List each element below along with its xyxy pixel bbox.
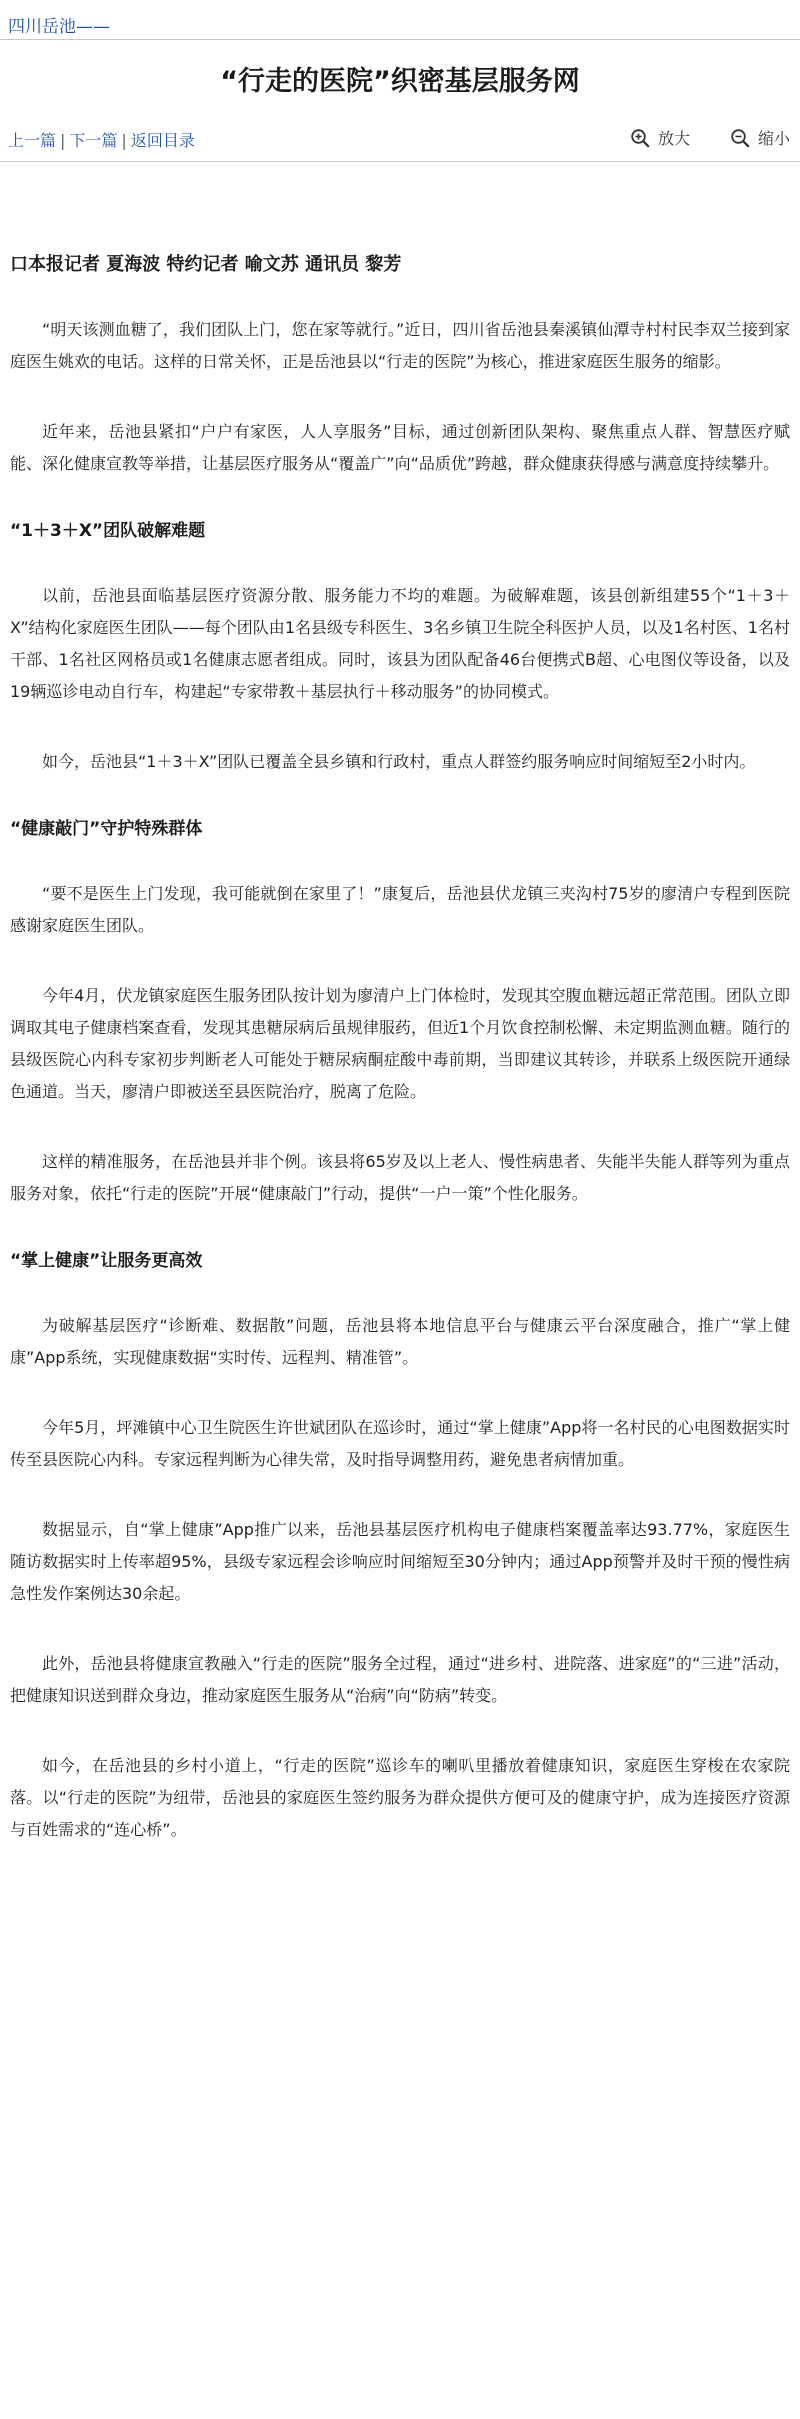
zoom-out-icon (730, 128, 750, 148)
breadcrumb: 四川岳池—— (8, 17, 110, 37)
article-body (0, 250, 800, 1846)
section-heading: “掌上健康”让服务更高效 (10, 1251, 203, 1271)
paragraph: 以前，岳池县面临基层医疗资源分散、服务能力不均的难题。为破解难题，该县创新组建55个“1＋3＋X”结构化家庭医生团队——每个团队由1名县级专科医生、3名乡镇卫生院全科医护人员，以及1名村医、1名村干部、1名社区网格员或1名健康志愿者组成。同时，该县为团队配备46台便携式B超、心电图仪等设备，以及19辆巡诊电动自行车，构建起“专家带教＋基层执行＋移动服务”的协同模式。 (10, 586, 790, 701)
zoom-in-button[interactable] (630, 126, 690, 149)
zoom-in-label: 放大 (658, 129, 691, 148)
nav-separator: | (121, 131, 127, 150)
paragraph: 数据显示，自“掌上健康”App推广以来，岳池县基层医疗机构电子健康档案覆盖率达93.77%，家庭医生随访数据实时上传率超95%，县级专家远程会诊响应时间缩短至30分钟内；通过App预警并及时干预的慢性病急性发作案例达30余起。 (10, 1520, 790, 1603)
paragraph: 这样的精准服务，在岳池县并非个例。该县将65岁及以上老人、慢性病患者、失能半失能人群等列为重点服务对象，依托“行走的医院”开展“健康敲门”行动，提供“一户一策”个性化服务。 (10, 1152, 790, 1203)
section-heading: “健康敲门”守护特殊群体 (10, 819, 203, 839)
paragraph: 如今，岳池县“1＋3＋X”团队已覆盖全县乡镇和行政村，重点人群签约服务响应时间缩短至2小时内。 (42, 752, 756, 771)
prev-article-link[interactable]: 上一篇 (8, 131, 57, 150)
byline: 口本报记者 夏海波 特约记者 喻文苏 通讯员 黎芳 (10, 254, 402, 275)
back-to-contents-link[interactable]: 返回目录 (130, 131, 195, 150)
article-nav-bar (0, 118, 800, 162)
nav-separator: | (60, 131, 66, 150)
section-heading: “1＋3＋X”团队破解难题 (10, 521, 206, 541)
top-bar (0, 0, 800, 40)
paragraph: 今年5月，坪滩镇中心卫生院医生许世斌团队在巡诊时，通过“掌上健康”App将一名村民的心电图数据实时传至县医院心内科。专家远程判断为心律失常，及时指导调整用药，避免患者病情加重。 (10, 1418, 790, 1469)
zoom-out-label: 缩小 (758, 129, 791, 148)
paragraph: “要不是医生上门发现，我可能就倒在家里了！”康复后，岳池县伏龙镇三夹沟村75岁的廖清户专程到医院感谢家庭医生团队。 (10, 884, 790, 935)
zoom-out-button[interactable] (730, 126, 790, 149)
zoom-in-icon (630, 128, 650, 148)
paragraph: 今年4月，伏龙镇家庭医生服务团队按计划为廖清户上门体检时，发现其空腹血糖远超正常范围。团队立即调取其电子健康档案查看，发现其患糖尿病后虽规律服药，但近1个月饮食控制松懈、未定期监测血糖。随行的县级医院心内科专家初步判断老人可能处于糖尿病酮症酸中毒前期，当即建议其转诊，并联系上级医院开通绿色通道。当天，廖清户即被送至县医院治疗，脱离了危险。 (10, 986, 790, 1101)
paragraph: 此外，岳池县将健康宣教融入“行走的医院”服务全过程，通过“进乡村、进院落、进家庭”的“三进”活动，把健康知识送到群众身边，推动家庭医生服务从“治病”向“防病”转变。 (10, 1654, 790, 1705)
paragraph: “明天该测血糖了，我们团队上门，您在家等就行。”近日，四川省岳池县秦溪镇仙潭寺村村民李双兰接到家庭医生姚欢的电话。这样的日常关怀，正是岳池县以“行走的医院”为核心，推进家庭医生服务的缩影。 (10, 320, 790, 371)
next-article-link[interactable]: 下一篇 (69, 131, 118, 150)
paragraph: 如今，在岳池县的乡村小道上，“行走的医院”巡诊车的喇叭里播放着健康知识，家庭医生穿梭在农家院落。以“行走的医院”为纽带，岳池县的家庭医生签约服务为群众提供方便可及的健康守护，成为连接医疗资源与百姓需求的“连心桥”。 (10, 1756, 790, 1839)
article-nav-links (8, 128, 195, 151)
paragraph: 近年来，岳池县紧扣“户户有家医，人人享服务”目标，通过创新团队架构、聚焦重点人群、智慧医疗赋能、深化健康宣教等举措，让基层医疗服务从“覆盖广”向“品质优”跨越，群众健康获得感与满意度持续攀升。 (10, 422, 790, 473)
paragraph: 为破解基层医疗“诊断难、数据散”问题，岳池县将本地信息平台与健康云平台深度融合，推广“掌上健康”App系统，实现健康数据“实时传、远程判、精准管”。 (10, 1316, 790, 1367)
page-title: “行走的医院”织密基层服务网 (220, 66, 580, 97)
